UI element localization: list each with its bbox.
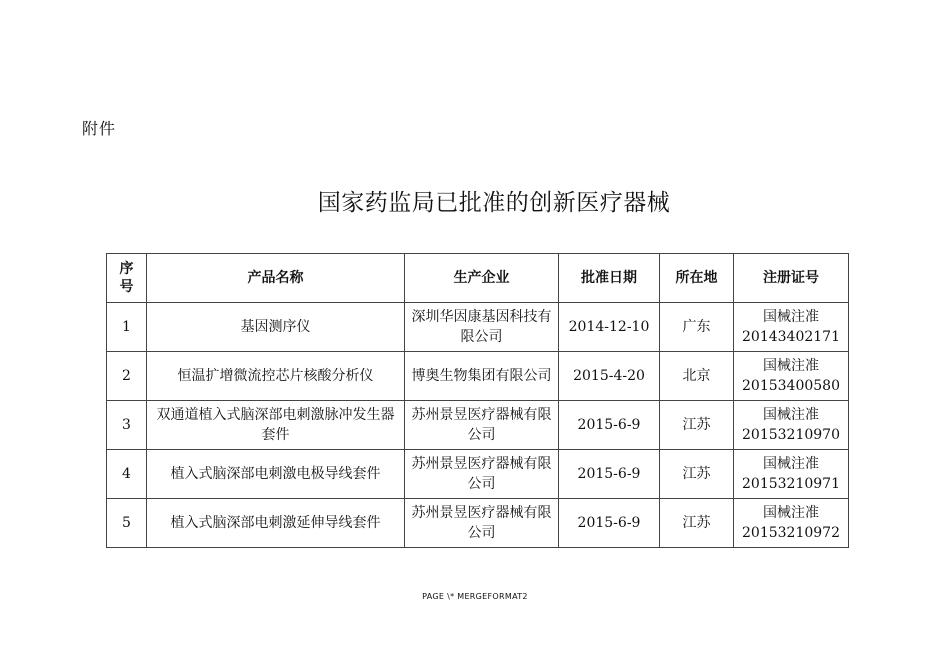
cell-location: 北京 [660, 352, 734, 401]
cell-location: 江苏 [660, 450, 734, 499]
cell-company: 深圳华因康基因科技有限公司 [405, 303, 559, 352]
cell-date: 2014-12-10 [559, 303, 660, 352]
header-company: 生产企业 [405, 254, 559, 303]
cell-product: 植入式脑深部电刺激电极导线套件 [147, 450, 405, 499]
table-row [107, 352, 849, 401]
cell-date: 2015-4-20 [559, 352, 660, 401]
cell-product: 恒温扩增微流控芯片核酸分析仪 [147, 352, 405, 401]
header-date: 批准日期 [559, 254, 660, 303]
table-row [107, 499, 849, 548]
cell-company: 博奥生物集团有限公司 [405, 352, 559, 401]
page-footer: PAGE \* MERGEFORMAT2 [422, 592, 528, 601]
cell-reg: 国械注准20153210971 [734, 450, 849, 499]
cell-no: 1 [107, 303, 147, 352]
cell-company: 苏州景昱医疗器械有限公司 [405, 401, 559, 450]
devices-table [106, 253, 849, 548]
cell-no: 2 [107, 352, 147, 401]
header-no: 序号 [107, 254, 147, 303]
cell-location: 江苏 [660, 499, 734, 548]
cell-date: 2015-6-9 [559, 499, 660, 548]
attachment-label: 附件 [82, 119, 117, 138]
cell-company: 苏州景昱医疗器械有限公司 [405, 499, 559, 548]
page-title: 国家药监局已批准的创新医疗器械 [317, 190, 671, 216]
cell-no: 4 [107, 450, 147, 499]
table-row [107, 303, 849, 352]
cell-company: 苏州景昱医疗器械有限公司 [405, 450, 559, 499]
cell-product: 植入式脑深部电刺激延伸导线套件 [147, 499, 405, 548]
cell-date: 2015-6-9 [559, 450, 660, 499]
table-row [107, 450, 849, 499]
cell-product: 双通道植入式脑深部电刺激脉冲发生器套件 [147, 401, 405, 450]
cell-location: 江苏 [660, 401, 734, 450]
cell-reg: 国械注准20143402171 [734, 303, 849, 352]
header-location: 所在地 [660, 254, 734, 303]
cell-no: 3 [107, 401, 147, 450]
cell-reg: 国械注准20153400580 [734, 352, 849, 401]
cell-date: 2015-6-9 [559, 401, 660, 450]
table-row [107, 401, 849, 450]
cell-location: 广东 [660, 303, 734, 352]
table-header-row [107, 254, 849, 303]
cell-no: 5 [107, 499, 147, 548]
cell-reg: 国械注准20153210970 [734, 401, 849, 450]
cell-reg: 国械注准20153210972 [734, 499, 849, 548]
header-reg: 注册证号 [734, 254, 849, 303]
header-product: 产品名称 [147, 254, 405, 303]
cell-product: 基因测序仪 [147, 303, 405, 352]
